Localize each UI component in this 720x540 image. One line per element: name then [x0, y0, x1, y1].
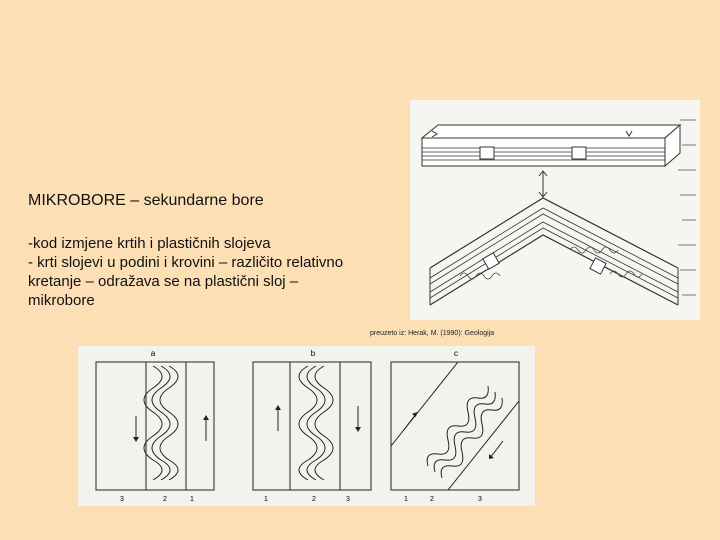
- body-line-1: -kod izmjene krtih i plastičnih slojeva: [28, 235, 271, 252]
- body-line-2: - krti slojevi u podini i krovini – različito relativno: [28, 254, 344, 271]
- panel-letter-c: c: [454, 349, 458, 358]
- microfold-panels-drawing: [78, 346, 535, 506]
- figure-credit: preuzeto iz: Herak, M. (1990): Geologija: [370, 330, 495, 337]
- body-line-3: kretanje – odražava se na plastični sloj –: [28, 273, 299, 290]
- panel-c-num-2: 2: [430, 496, 434, 503]
- panel-a-num-1: 3: [120, 496, 124, 503]
- panel-a-num-2: 2: [163, 496, 167, 503]
- body-line-4: mikrobore: [28, 292, 95, 309]
- fold-block-drawing: [410, 100, 700, 320]
- panel-a-num-3: 1: [190, 496, 194, 503]
- heading-rest: – sekundarne bore: [125, 192, 264, 209]
- panel-letter-b: b: [310, 349, 316, 358]
- panel-b-num-3: 3: [346, 496, 350, 503]
- microfold-panels-figure: [78, 346, 535, 506]
- panel-c-num-3: 3: [478, 496, 482, 503]
- slide-heading: [28, 192, 264, 210]
- fold-block-figure: [410, 100, 700, 320]
- panel-letter-a: a: [150, 349, 156, 358]
- panel-b-num-1: 1: [264, 496, 268, 503]
- panel-c-num-1: 1: [404, 496, 408, 503]
- panel-b-num-2: 2: [312, 496, 316, 503]
- slide-body: [28, 234, 418, 310]
- heading-main: MIKROBORE: [28, 192, 126, 209]
